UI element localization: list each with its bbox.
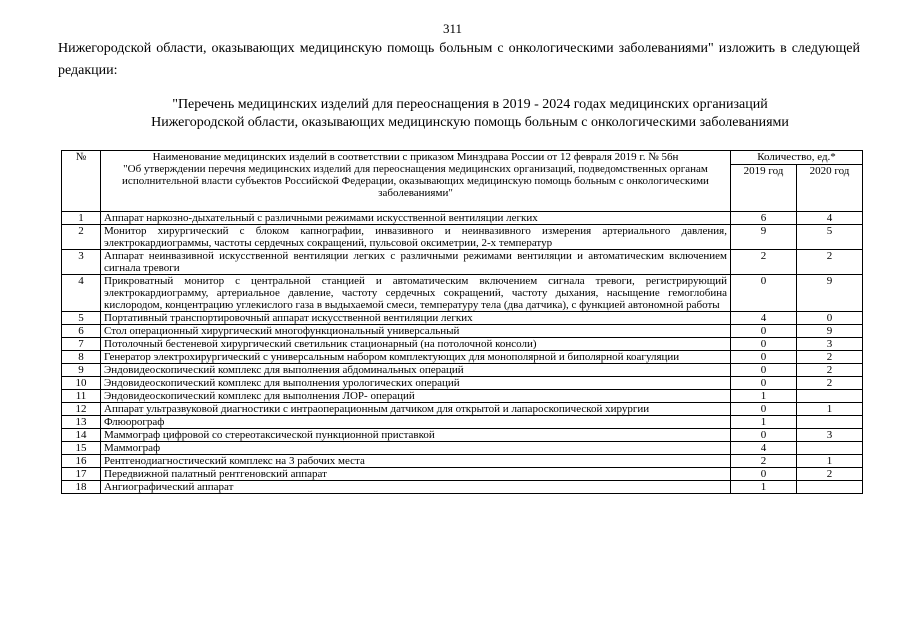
table-row [62, 225, 863, 250]
heading-line-1: "Перечень медицинских изделий для переоснащения в 2019 - 2024 годах медицинских организаций [172, 97, 768, 112]
table-row [62, 390, 863, 403]
row-item-name: Рентгенодиагностический комплекс на 3 рабочих места [101, 455, 731, 468]
row-quantity-2020: 4 [797, 212, 863, 225]
row-number: 15 [62, 442, 101, 455]
row-item-name: Портативный транспортировочный аппарат искусственной вентиляции легких [101, 312, 731, 325]
row-quantity-2019: 9 [731, 225, 797, 250]
row-quantity-2020 [797, 481, 863, 494]
row-quantity-2019: 1 [731, 390, 797, 403]
row-number: 3 [62, 250, 101, 275]
header-name-line-1: Наименование медицинских изделий в соответствии с приказом Минздрава России от 12 февраля 2019 г. № 56н [152, 151, 679, 163]
row-quantity-2020: 3 [797, 429, 863, 442]
table-row [62, 364, 863, 377]
intro-paragraph: Нижегородской области, оказывающих медицинскую помощь больным с онкологическими заболеваниями" изложить в следующей редакции: [58, 41, 860, 78]
table-row [62, 275, 863, 312]
row-number: 13 [62, 416, 101, 429]
row-number: 4 [62, 275, 101, 312]
row-quantity-2020: 2 [797, 377, 863, 390]
row-item-name: Монитор хирургический с блоком капнографии, инвазивного и неинвазивного измерения артериального давления, электрокардиограммы, частоты сердечных сокращений, пульсовой оксиметрии, 2-х температур [101, 225, 731, 250]
row-item-name: Маммограф [101, 442, 731, 455]
header-number: № [62, 151, 101, 212]
row-quantity-2019: 0 [731, 351, 797, 364]
row-number: 7 [62, 338, 101, 351]
table-row [62, 312, 863, 325]
header-name [101, 151, 731, 212]
table-row [62, 338, 863, 351]
row-quantity-2019: 0 [731, 403, 797, 416]
row-number: 9 [62, 364, 101, 377]
row-quantity-2019: 0 [731, 468, 797, 481]
page-number: 311 [442, 21, 463, 36]
row-item-name: Аппарат наркозно-дыхательный с различными режимами искусственной вентиляции легких [101, 212, 731, 225]
row-quantity-2019: 6 [731, 212, 797, 225]
row-quantity-2019: 0 [731, 364, 797, 377]
row-number: 6 [62, 325, 101, 338]
row-quantity-2019: 2 [731, 455, 797, 468]
row-item-name: Ангиографический аппарат [101, 481, 731, 494]
row-quantity-2020: 2 [797, 468, 863, 481]
table-row [62, 442, 863, 455]
row-quantity-2019: 2 [731, 250, 797, 275]
row-quantity-2020: 5 [797, 225, 863, 250]
row-number: 8 [62, 351, 101, 364]
row-quantity-2019: 0 [731, 275, 797, 312]
row-number: 10 [62, 377, 101, 390]
row-item-name: Эндовидеоскопический комплекс для выполнения урологических операций [101, 377, 731, 390]
row-quantity-2020: 0 [797, 312, 863, 325]
row-quantity-2019: 1 [731, 416, 797, 429]
row-quantity-2019: 0 [731, 377, 797, 390]
table-row [62, 377, 863, 390]
row-quantity-2020: 9 [797, 275, 863, 312]
table-row [62, 351, 863, 364]
row-quantity-2020: 2 [797, 351, 863, 364]
table-row [62, 429, 863, 442]
row-number: 18 [62, 481, 101, 494]
row-item-name: Эндовидеоскопический комплекс для выполнения ЛОР- операций [101, 390, 731, 403]
row-number: 5 [62, 312, 101, 325]
header-quantity: Количество, ед.* [731, 151, 863, 165]
row-quantity-2020: 9 [797, 325, 863, 338]
row-item-name: Эндовидеоскопический комплекс для выполнения абдоминальных операций [101, 364, 731, 377]
row-number: 1 [62, 212, 101, 225]
table-row [62, 403, 863, 416]
document-heading [100, 96, 840, 132]
table-row [62, 481, 863, 494]
row-item-name: Передвижной палатный рентгеновский аппарат [101, 468, 731, 481]
row-item-name: Флюорограф [101, 416, 731, 429]
row-item-name: Аппарат неинвазивной искусственной вентиляции легких с различными режимами вентиляции и автоматическим включением сигнала тревоги [101, 250, 731, 275]
row-quantity-2020 [797, 390, 863, 403]
row-item-name: Стол операционный хирургический многофункциональный универсальный [101, 325, 731, 338]
row-item-name: Маммограф цифровой со стереотаксической пункционной приставкой [101, 429, 731, 442]
row-number: 12 [62, 403, 101, 416]
table-row [62, 212, 863, 225]
row-item-name: Аппарат ультразвуковой диагностики с интраоперационным датчиком для открытой и лапароскопической хирургии [101, 403, 731, 416]
equipment-table [61, 150, 863, 494]
row-quantity-2020 [797, 442, 863, 455]
header-name-line-2: "Об утверждении перечня медицинских изделий для переоснащения медицинских организаций, подведомственных органам исполнительной власти субъектов Российской Федерации, оказывающих медицинскую помощь больным с онкологическими заболеваниями" [122, 163, 709, 199]
row-number: 2 [62, 225, 101, 250]
row-quantity-2020: 2 [797, 364, 863, 377]
table-row [62, 455, 863, 468]
row-quantity-2020: 1 [797, 455, 863, 468]
row-quantity-2020: 1 [797, 403, 863, 416]
row-quantity-2019: 0 [731, 325, 797, 338]
row-number: 11 [62, 390, 101, 403]
row-quantity-2020: 3 [797, 338, 863, 351]
row-quantity-2020: 2 [797, 250, 863, 275]
heading-line-2: Нижегородской области, оказывающих медицинскую помощь больным с онкологическими заболеваниями [151, 115, 789, 130]
row-number: 17 [62, 468, 101, 481]
row-quantity-2019: 1 [731, 481, 797, 494]
row-item-name: Генератор электрохирургический с универсальным набором комплектующих для монополярной и биполярной коагуляции [101, 351, 731, 364]
row-quantity-2020 [797, 416, 863, 429]
row-number: 14 [62, 429, 101, 442]
header-year-2019: 2019 год [731, 165, 797, 212]
header-year-2020: 2020 год [797, 165, 863, 212]
row-item-name: Потолочный бестеневой хирургический светильник стационарный (на потолочной консоли) [101, 338, 731, 351]
row-quantity-2019: 0 [731, 429, 797, 442]
row-quantity-2019: 0 [731, 338, 797, 351]
row-quantity-2019: 4 [731, 312, 797, 325]
table-row [62, 325, 863, 338]
table-row [62, 250, 863, 275]
table-row [62, 416, 863, 429]
table-row [62, 468, 863, 481]
row-quantity-2019: 4 [731, 442, 797, 455]
row-item-name: Прикроватный монитор с центральной станцией и автоматическим включением сигнала тревоги, регистрирующий электрокардиограмму, артериальное давление, частоту сердечных сокращений, частоту дыхания, насыщение гемоглобина кислородом, концентрацию углекислого газа в выдыхаемой смеси, температуру тела (два датчика), с функцией автономной работы [101, 275, 731, 312]
row-number: 16 [62, 455, 101, 468]
